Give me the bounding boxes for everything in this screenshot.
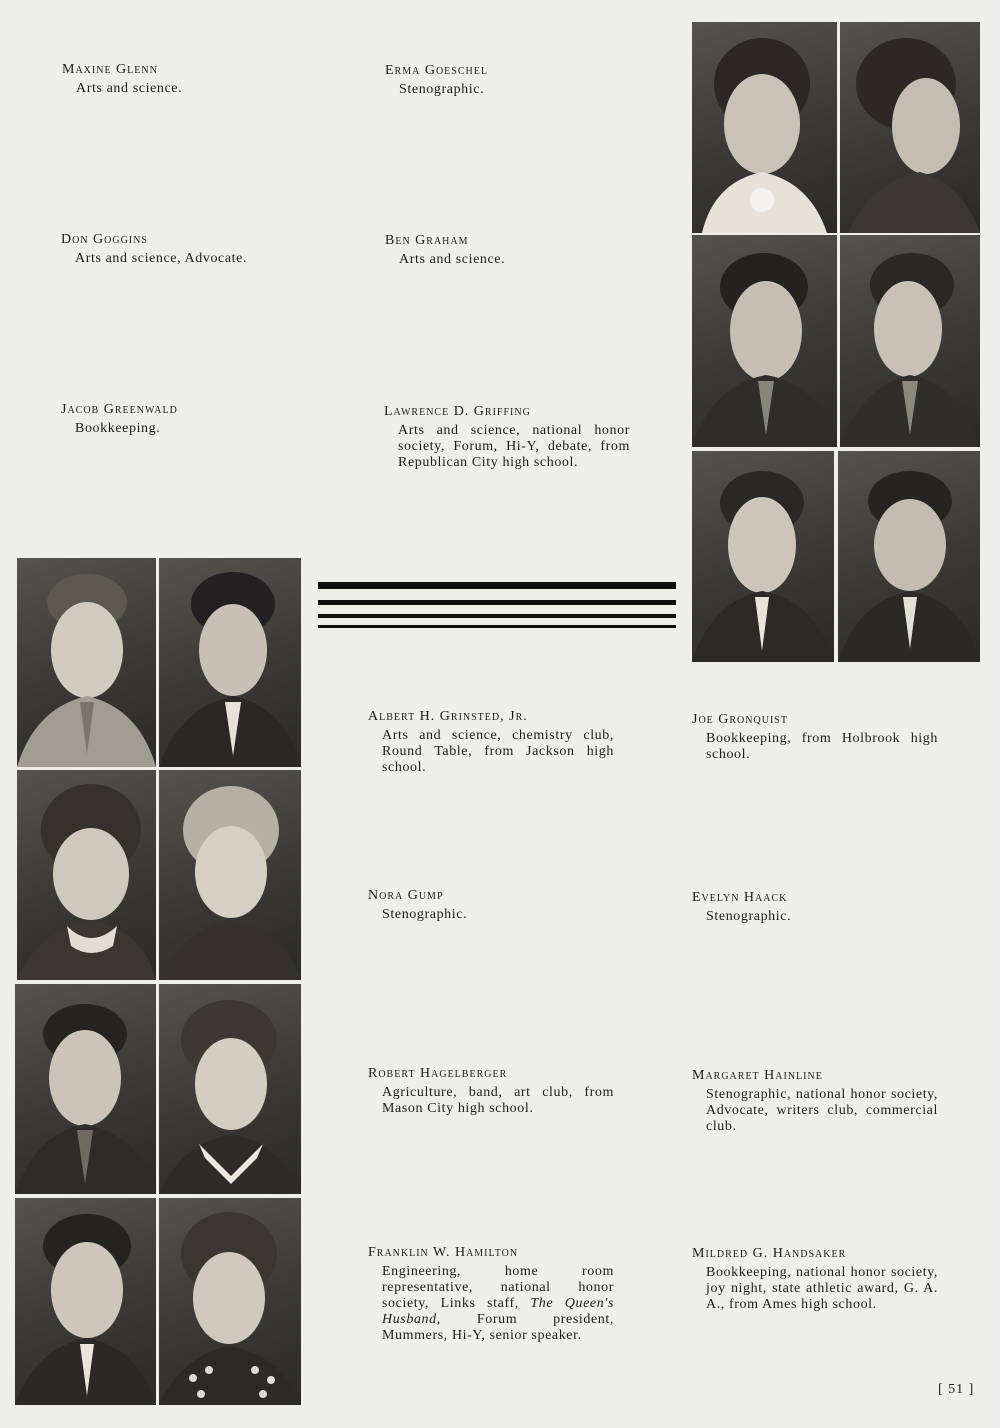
senior-name: Joe Gronquist — [692, 712, 788, 727]
page-number: [ 51 ] — [938, 1382, 975, 1397]
senior-description: Stenographic. — [399, 82, 485, 97]
senior-name: Mildred G. Handsaker — [692, 1246, 847, 1261]
senior-description: Agriculture, band, art club, from Mason City high school. — [382, 1085, 614, 1116]
senior-entry-margaret-hainline — [692, 1068, 992, 1135]
senior-description: Arts and science, chemistry club, Round Table, from Jackson high school. — [382, 728, 614, 775]
senior-description: Arts and science. — [76, 81, 183, 96]
description-part: Forum president, Mummers, Hi-Y, senior speaker. — [382, 1312, 614, 1343]
senior-description: Arts and science. — [399, 252, 506, 267]
senior-description: Bookkeeping, national honor society, joy night, state athletic award, G. A. A., from Ames high school. — [706, 1265, 938, 1312]
senior-entry-lawrence-griffing — [384, 404, 684, 471]
senior-entry-ben-graham — [385, 233, 685, 268]
senior-name: Ben Graham — [385, 233, 469, 248]
senior-name: Don Goggins — [61, 232, 148, 247]
portrait-photo — [15, 1198, 156, 1405]
portrait-photo — [15, 984, 156, 1194]
portrait-photo — [17, 558, 156, 767]
senior-name: Margaret Hainline — [692, 1068, 823, 1083]
senior-entry-albert-grinsted — [368, 709, 668, 776]
senior-name: Evelyn Haack — [692, 890, 788, 905]
senior-entry-robert-hagelberger — [368, 1066, 668, 1117]
senior-description: Arts and science, national honor society, Forum, Hi-Y, debate, from Republican City high school. — [398, 423, 630, 470]
play-title: The Queen's Husband, — [382, 1296, 614, 1327]
senior-name: Franklin W. Hamilton — [368, 1245, 519, 1260]
senior-entry-nora-gump — [368, 888, 668, 923]
portrait-photo — [692, 235, 837, 447]
senior-entry-maxine-glenn — [62, 62, 362, 97]
decorative-rule — [318, 625, 676, 628]
senior-name: Jacob Greenwald — [61, 402, 178, 417]
senior-name: Lawrence D. Griffing — [384, 404, 531, 419]
portrait-photo — [17, 770, 156, 980]
portrait-photo — [159, 770, 301, 980]
senior-entry-joe-gronquist — [692, 712, 992, 763]
senior-name: Maxine Glenn — [62, 62, 158, 77]
portrait-photo — [159, 1198, 301, 1405]
portrait-photo — [838, 451, 980, 662]
portrait-photo — [840, 235, 980, 447]
senior-description: Arts and science, Advocate. — [75, 251, 248, 266]
senior-entry-mildred-handsaker — [692, 1246, 992, 1313]
senior-description — [382, 1264, 614, 1344]
portrait-photo — [159, 984, 301, 1194]
senior-entry-franklin-hamilton — [368, 1245, 668, 1344]
senior-entry-erma-goeschel — [385, 63, 685, 98]
senior-description: Stenographic. — [382, 907, 468, 922]
portrait-photo — [159, 558, 301, 767]
senior-name: Robert Hagelberger — [368, 1066, 508, 1081]
senior-description: Stenographic. — [706, 909, 792, 924]
senior-name: Albert H. Grinsted, Jr. — [368, 709, 528, 724]
senior-name: Erma Goeschel — [385, 63, 488, 78]
senior-entry-don-goggins — [61, 232, 361, 267]
senior-description: Stenographic, national honor society, Advocate, writers club, commercial club. — [706, 1087, 938, 1134]
portrait-photo — [692, 451, 834, 662]
senior-name: Nora Gump — [368, 888, 444, 903]
decorative-rule — [318, 600, 676, 605]
senior-entry-evelyn-haack — [692, 890, 992, 925]
portrait-photo — [692, 22, 837, 233]
portrait-photo — [840, 22, 980, 233]
senior-description: Bookkeeping. — [75, 421, 161, 436]
senior-entry-jacob-greenwald — [61, 402, 361, 437]
description-part: Engineering, home room representative, national honor society, Links staff, — [382, 1264, 614, 1311]
senior-description: Bookkeeping, from Holbrook high school. — [706, 731, 938, 762]
decorative-rule — [318, 582, 676, 589]
decorative-rule — [318, 614, 676, 618]
